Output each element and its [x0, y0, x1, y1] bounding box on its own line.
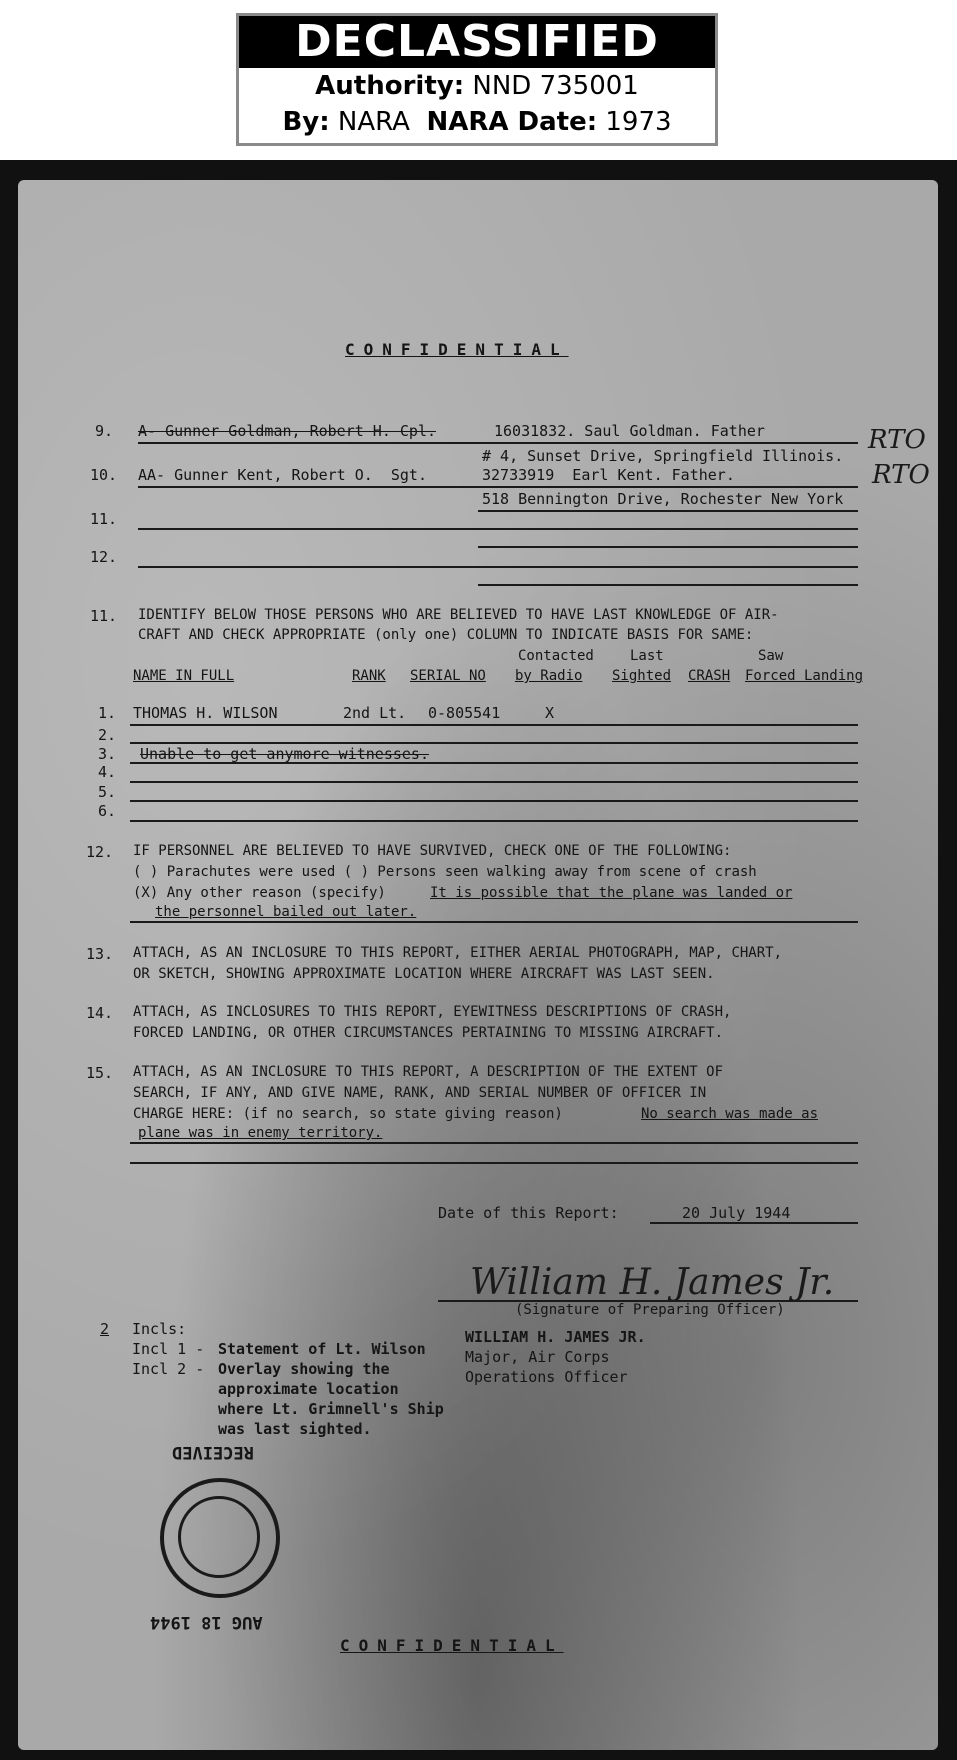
witness-line: [130, 762, 858, 764]
crew-num: 11.: [90, 510, 118, 528]
page-footer: CONFIDENTIAL: [340, 1636, 564, 1655]
item-11-num: 11.: [90, 607, 118, 625]
inclosure-label: Incl 2 -: [132, 1360, 205, 1378]
crew-num: 12.: [90, 548, 118, 566]
witness-line: [130, 800, 858, 802]
crew-address: # 4, Sunset Drive, Springfield Illinois.: [482, 447, 844, 465]
margin-note-1: RTO: [868, 425, 926, 455]
item-12-text-2: ( ) Parachutes were used ( ) Persons seen walking away from scene of crash: [133, 864, 757, 880]
date-label: Date of this Report:: [438, 1204, 619, 1222]
signer-name: WILLIAM H. JAMES JR.: [465, 1328, 646, 1346]
inclosure-text: was last sighted.: [218, 1420, 372, 1438]
col-crash: CRASH: [688, 668, 731, 684]
item-15-answer-1: No search was made as: [641, 1106, 819, 1122]
date-line: [650, 1222, 858, 1224]
witness-mark: X: [545, 704, 555, 722]
witness-line: [130, 781, 858, 783]
item-12-line: [130, 921, 858, 923]
crew-line: [138, 486, 858, 488]
witness-name: THOMAS H. WILSON: [133, 704, 278, 722]
inclosure-label: Incl 1 -: [132, 1340, 205, 1358]
inclosures-label: Incls:: [132, 1320, 187, 1338]
witness-line: [130, 724, 858, 726]
banner-authority: [239, 68, 715, 104]
item-15-answer-2: plane was in enemy territory.: [138, 1125, 383, 1141]
declassified-banner: [236, 13, 718, 146]
crew-entry: AA- Gunner Kent, Robert O. Sgt.: [138, 466, 427, 484]
col-forced: Forced Landing: [745, 668, 864, 684]
col-radio: by Radio: [515, 668, 583, 684]
item-14-text-2: FORCED LANDING, OR OTHER CIRCUMSTANCES PERTAINING TO MISSING AIRCRAFT.: [133, 1025, 724, 1041]
witness-num: 5.: [98, 783, 117, 801]
col-serial: SERIAL NO: [410, 668, 486, 684]
received-date: AUG 18 1944: [150, 1612, 263, 1632]
col-rank: RANK: [352, 668, 386, 684]
item-15-line: [130, 1142, 858, 1144]
item-15-num: 15.: [86, 1064, 114, 1082]
crew-num: 9.: [95, 422, 114, 440]
received-seal-inner: [178, 1496, 260, 1578]
authority-value: NND 735001: [472, 71, 639, 101]
inclosure-text: where Lt. Grimnell's Ship: [218, 1400, 444, 1418]
item-12-text-1: IF PERSONNEL ARE BELIEVED TO HAVE SURVIVED, CHECK ONE OF THE FOLLOWING:: [133, 843, 732, 859]
item-14-num: 14.: [86, 1004, 114, 1022]
item-13-num: 13.: [86, 945, 114, 963]
col-radio-top: Contacted: [518, 648, 594, 664]
witness-num: 4.: [98, 763, 117, 781]
col-last: Sighted: [612, 668, 672, 684]
witness-num: 1.: [98, 704, 117, 722]
witness-serial: 0-805541: [428, 704, 501, 722]
item-15-text-3: CHARGE HERE: (if no search, so state giving reason): [133, 1106, 563, 1122]
item-12-answer-2: the personnel bailed out later.: [155, 904, 417, 920]
banner-title: DECLASSIFIED: [239, 16, 715, 68]
crew-line: [478, 510, 858, 512]
authority-label: Authority:: [315, 71, 465, 101]
witness-num: 3.: [98, 745, 117, 763]
witness-rank: 2nd Lt.: [343, 704, 407, 722]
crew-num: 10.: [90, 466, 118, 484]
date-value: 20 July 1944: [682, 1204, 791, 1222]
page-header: CONFIDENTIAL: [345, 340, 569, 359]
item-12-text-3: (X) Any other reason (specify): [133, 885, 386, 901]
received-stamp-text: RECEIVED: [172, 1442, 254, 1462]
col-name: NAME IN FULL: [133, 668, 235, 684]
crew-serial: 32733919 Earl Kent. Father.: [482, 466, 735, 484]
crew-line: [138, 566, 858, 568]
signature: William H. James Jr.: [470, 1262, 835, 1303]
item-15-text-1: ATTACH, AS AN INCLOSURE TO THIS REPORT, A DESCRIPTION OF THE EXTENT OF: [133, 1064, 724, 1080]
received-seal: [160, 1478, 280, 1598]
item-11-text-1: IDENTIFY BELOW THOSE PERSONS WHO ARE BELIEVED TO HAVE LAST KNOWLEDGE OF AIR-: [138, 607, 779, 623]
item-13-text-2: OR SKETCH, SHOWING APPROXIMATE LOCATION WHERE AIRCRAFT WAS LAST SEEN.: [133, 966, 715, 982]
banner-by: [239, 104, 715, 140]
crew-entry: A- Gunner Goldman, Robert H. Cpl.: [138, 422, 437, 440]
witness-line: [130, 820, 858, 822]
nara-date-label: NARA Date:: [426, 107, 598, 137]
crew-line: [478, 546, 858, 548]
signer-rank: Major, Air Corps: [465, 1348, 610, 1366]
witness-num: 2.: [98, 726, 117, 744]
nara-date-value: 1973: [605, 107, 672, 137]
item-12-answer-1: It is possible that the plane was landed or: [430, 885, 793, 901]
item-11-text-2: CRAFT AND CHECK APPROPRIATE (only one) COLUMN TO INDICATE BASIS FOR SAME:: [138, 627, 754, 643]
col-last-top: Last: [630, 648, 664, 664]
signer-title: Operations Officer: [465, 1368, 628, 1386]
item-13-text-1: ATTACH, AS AN INCLOSURE TO THIS REPORT, EITHER AERIAL PHOTOGRAPH, MAP, CHART,: [133, 945, 783, 961]
crew-line: [478, 584, 858, 586]
item-12-num: 12.: [86, 843, 114, 861]
inclosure-text: Statement of Lt. Wilson: [218, 1340, 426, 1358]
inclosure-text: approximate location: [218, 1380, 399, 1398]
crew-serial: 16031832. Saul Goldman. Father: [494, 422, 765, 440]
witness-name: Unable to get anymore witnesses.: [140, 745, 429, 763]
crew-line: [138, 442, 858, 444]
col-saw-top: Saw: [758, 648, 784, 664]
inclosures-count: 2: [100, 1320, 110, 1338]
item-15-text-2: SEARCH, IF ANY, AND GIVE NAME, RANK, AND SERIAL NUMBER OF OFFICER IN: [133, 1085, 707, 1101]
witness-line: [130, 742, 858, 744]
witness-num: 6.: [98, 802, 117, 820]
document-page: [18, 180, 938, 1750]
crew-line: [138, 528, 858, 530]
by-label: By:: [282, 107, 330, 137]
crew-address: 518 Bennington Drive, Rochester New York: [482, 490, 844, 508]
inclosure-text: Overlay showing the: [218, 1360, 390, 1378]
item-14-text-1: ATTACH, AS INCLOSURES TO THIS REPORT, EYEWITNESS DESCRIPTIONS OF CRASH,: [133, 1004, 732, 1020]
margin-note-2: RTO: [872, 460, 930, 490]
item-15-line: [130, 1162, 858, 1164]
by-value: NARA: [337, 107, 410, 137]
signature-caption: (Signature of Preparing Officer): [515, 1302, 785, 1318]
